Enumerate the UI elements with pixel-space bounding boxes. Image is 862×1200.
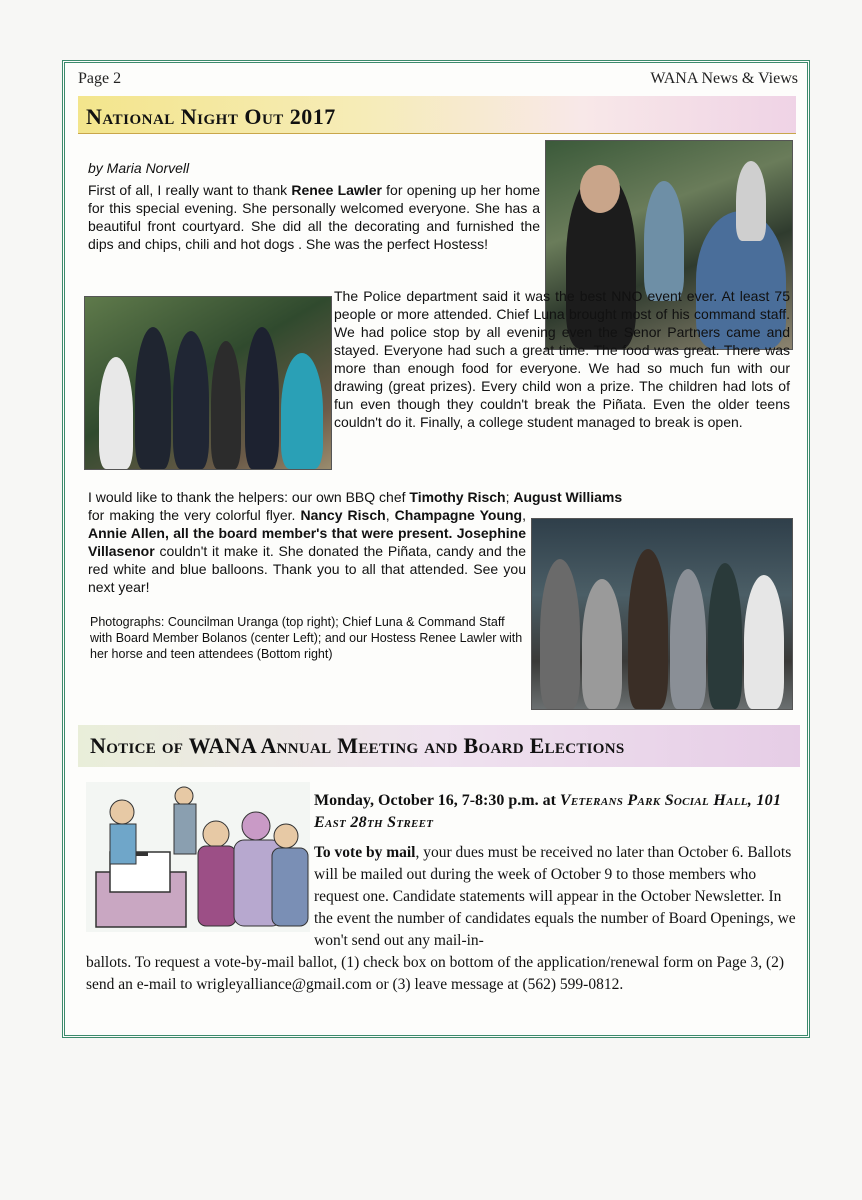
- photo-caption: Photographs: Councilman Uranga (top right); Chief Luna & Command Staff with Board Member Bolanos (center Left); and our Hostess Renee Lawler with her horse and teen attendees (Bottom right): [90, 615, 523, 661]
- photo-hostess-horse-teens: [531, 518, 793, 710]
- nno-title-bar: [78, 96, 796, 134]
- notice-title-bar: [78, 725, 800, 767]
- byline: by Maria Norvell: [88, 160, 190, 176]
- vote-by-mail-paragraph-cont: ballots. To request a vote-by-mail ballot, (1) check box on bottom of the application/renewal form on Page 3, (2) send an e-mail to wrigleyalliance@gmail.com or (3) leave message at (562) 599-0812.: [86, 954, 785, 993]
- nno-paragraph-3b: for making the very colorful flyer. Nancy Risch, Champagne Young, Annie Allen, all the board member's that were present. Josephine Villasenor couldn't it make it. She donated the Piñata, candy and the red white and blue balloons. Thank you to all that attended. See you next year!: [88, 507, 526, 595]
- voting-clipart: [86, 782, 310, 932]
- newsletter-name: WANA News & Views: [650, 70, 798, 87]
- nno-paragraph-3a: I would like to thank the helpers: our own BBQ chef Timothy Risch; August Williams: [88, 489, 623, 505]
- photo-chief-luna-staff: [84, 296, 332, 470]
- nno-paragraph-1: First of all, I really want to thank Renee Lawler for opening up her home for this special evening. She personally welcomed everyone. She has a beautiful front courtyard. She did all the decorating and furnished the dips and chips, chili and hot dogs . She was the perfect Hostess!: [88, 182, 540, 252]
- notice-title: Notice of WANA Annual Meeting and Board Elections: [90, 733, 625, 758]
- nno-title: National Night Out 2017: [86, 104, 336, 129]
- host-name: Renee Lawler: [291, 182, 382, 198]
- vote-by-mail-paragraph: To vote by mail, your dues must be received no later than October 6. Ballots will be mailed out during the week of October 9 to those members who request one. Candidate statements will appear in the October Newsletter. In the event the number of candidates equals the number of Board Openings, we won't send out any mail-in-: [314, 844, 796, 949]
- page-number: Page 2: [78, 70, 122, 87]
- meeting-details: Monday, October 16, 7-8:30 p.m. at Veterans Park Social Hall, 101 East 28th Street: [314, 792, 782, 831]
- nno-paragraph-2: The Police department said it was the best NNO event ever. At least 75 people or more attended. Chief Luna brought most of his command staff. We had police stop by all evening even the Senor Partners came and stayed. Everyone had such a great time. The food was great. There was more than enough food for everyone. We had so much fun with our drawing (great prizes). Every child won a prize. The children had lots of fun even though they couldn't break the Piñata. Even the older teens couldn't do it. Finally, a college student managed to break is open.: [334, 288, 790, 430]
